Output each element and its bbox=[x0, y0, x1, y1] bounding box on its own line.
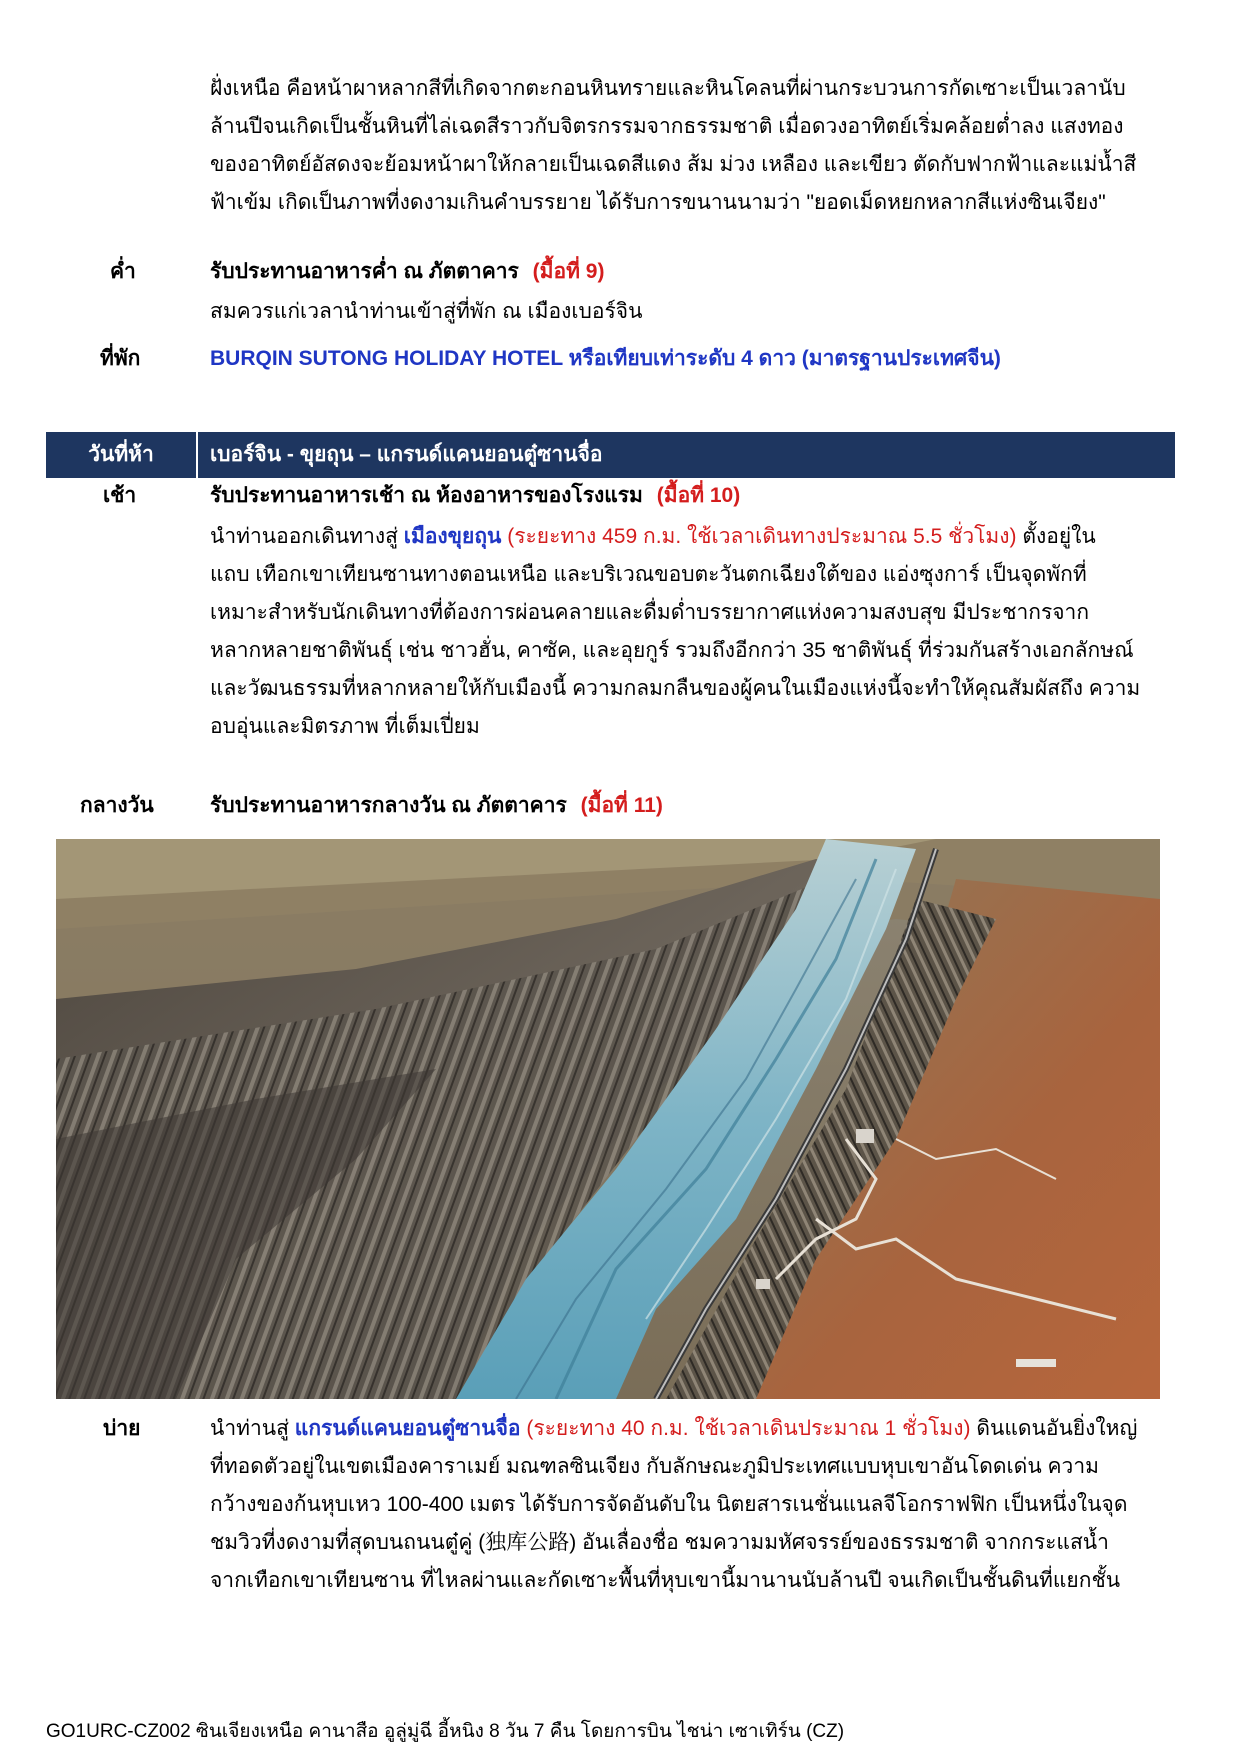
paragraph-line: จากเทือกเขาเทียนซาน ที่ไหลผ่านและกัดเซาะพื้นที่หุบเขานี้มานานนับล้านปี จนเกิดเป็นชั้นดินที่แยกชั้น bbox=[210, 1569, 1121, 1592]
paragraph-line bbox=[210, 518, 1165, 556]
day-number: วันที่ห้า bbox=[88, 443, 154, 466]
canyon-distance: (ระยะทาง 40 ก.ม. ใช้เวลาเดินประมาณ 1 ชั่วโมง) bbox=[520, 1417, 971, 1440]
paragraph-line: เหมาะสำหรับนักเดินทางที่ต้องการผ่อนคลายและดื่มด่ำบรรยากาศแห่งความสงบสุข มีประชากรจาก bbox=[210, 601, 1090, 624]
paragraph-line: ล้านปีจนเกิดเป็นชั้นหินที่ไล่เฉดสีราวกับจิตรกรรมจากธรรมชาติ เมื่อดวงอาทิตย์เริ่มคล้อยต่ำลง แสงทอง bbox=[210, 115, 1124, 138]
dinner-label: ค่ำ bbox=[110, 260, 136, 283]
canyon-intro-end: ดินแดนอันยิ่งใหญ่ bbox=[970, 1417, 1138, 1440]
lunch-line bbox=[210, 787, 663, 825]
kuitun-intro-end: ตั้งอยู่ใน bbox=[1016, 525, 1096, 548]
breakfast-label: เช้า bbox=[103, 484, 137, 507]
paragraph-line: ฝั่งเหนือ คือหน้าผาหลากสีที่เกิดจากตะกอนหินทรายและหินโคลนที่ผ่านกระบวนการกัดเซาะเป็นเวลานับ bbox=[210, 77, 1126, 100]
hotel-rating: หรือเทียบเท่าระดับ 4 ดาว (มาตรฐานประเทศจีน) bbox=[568, 347, 1001, 370]
day-route: เบอร์จิน - ขุยถุน – แกรนด์แคนยอนตู๋ซานจื่อ bbox=[210, 443, 603, 466]
kuitun-distance: (ระยะทาง 459 ก.ม. ใช้เวลาเดินทางประมาณ 5.5 ชั่วโมง) bbox=[501, 525, 1017, 548]
paragraph-line: ที่ทอดตัวอยู่ในเขตเมืองคาราเมย์ มณฑลซินเจียง กับลักษณะภูมิประเทศแบบหุบเขาอันโดดเด่น ความ bbox=[210, 1455, 1099, 1478]
paragraph-line: หลากหลายชาติพันธุ์ เช่น ชาวฮั่น, คาซัค, และอุยกูร์ รวมถึงอีกกว่า 35 ชาติพันธุ์ ที่ร่วมกันสร้างเอกลักษณ์ bbox=[210, 639, 1134, 662]
canyon-place: แกรนด์แคนยอนตู๋ซานจื่อ bbox=[294, 1417, 521, 1440]
breakfast-line bbox=[210, 477, 740, 515]
header-divider bbox=[196, 432, 198, 478]
kuitun-intro: นำท่านออกเดินทางสู่ bbox=[210, 525, 404, 548]
dinner-line bbox=[210, 253, 604, 291]
canyon-intro: นำท่านสู่ bbox=[210, 1417, 295, 1440]
paragraph-line: แถบ เทือกเขาเทียนซานทางตอนเหนือ และบริเวณขอบตะวันตกเฉียงใต้ของ แอ่งซุงการ์ เป็นจุดพักที่ bbox=[210, 563, 1087, 586]
breakfast-meal-badge: (มื้อที่ 10) bbox=[656, 484, 741, 507]
paragraph-line: อบอุ่นและมิตรภาพ ที่เต็มเปี่ยม bbox=[210, 715, 480, 738]
page-footer: GO1URC-CZ002 ซินเจียงเหนือ คานาสือ อูลู่มู่ฉี อี้หนิง 8 วัน 7 คืน โดยการบิน ไชน่า เซาเทิร์น (CZ) bbox=[46, 1721, 845, 1742]
lunch-text: รับประทานอาหารกลางวัน ณ ภัตตาคาร bbox=[210, 794, 567, 817]
dinner-note: สมควรแก่เวลานำท่านเข้าสู่ที่พัก ณ เมืองเบอร์จิน bbox=[210, 300, 643, 323]
paragraph-line: กว้างของก้นหุบเหว 100-400 เมตร ได้รับการจัดอันดับใน นิตยสารเนชั่นแนลจีโอกราฟฟิก เป็นหนึ่งในจุด bbox=[210, 1493, 1128, 1516]
breakfast-text: รับประทานอาหารเช้า ณ ห้องอาหารของโรงแรม bbox=[210, 484, 643, 507]
canyon-aerial-photo bbox=[56, 839, 1160, 1399]
paragraph-line: ชมวิวที่งดงามที่สุดบนถนนตู๋คู่ (独库公路) อันเลื่องชื่อ ชมความมหัศจรรย์ของธรรมชาติ จากกระแสน้ำ bbox=[210, 1531, 1109, 1554]
canyon-paragraph bbox=[210, 1410, 1165, 1600]
afternoon-label: บ่าย bbox=[103, 1417, 141, 1440]
lunch-label: กลางวัน bbox=[80, 794, 154, 817]
dinner-text: รับประทานอาหารค่ำ ณ ภัตตาคาร bbox=[210, 260, 519, 283]
hotel-label: ที่พัก bbox=[100, 347, 141, 370]
kuitun-place: เมืองขุยถุน bbox=[403, 525, 502, 548]
paragraph-line bbox=[210, 1410, 1165, 1448]
hotel-name: BURQIN SUTONG HOLIDAY HOTEL bbox=[210, 347, 563, 370]
kuitun-paragraph bbox=[210, 518, 1165, 746]
hotel-line bbox=[210, 340, 1001, 378]
dinner-meal-badge: (มื้อที่ 9) bbox=[532, 260, 605, 283]
lunch-meal-badge: (มื้อที่ 11) bbox=[580, 794, 663, 817]
paragraph-line: และวัฒนธรรมที่หลากหลายให้กับเมืองนี้ ความกลมกลืนของผู้คนในเมืองแห่งนี้จะทำให้คุณสัมผัสถึง ความ bbox=[210, 677, 1141, 700]
day-header-bar bbox=[46, 432, 1175, 478]
paragraph-line: ของอาทิตย์อัสดงจะย้อมหน้าผาให้กลายเป็นเฉดสีแดง ส้ม ม่วง เหลือง และเขียว ตัดกับฟากฟ้าและแม่น้ำสี bbox=[210, 153, 1137, 176]
paragraph-line: ฟ้าเข้ม เกิดเป็นภาพที่งดงามเกินคำบรรยาย ได้รับการขนานนามว่า "ยอดเม็ดหยกหลากสีแห่งซินเจียง" bbox=[210, 191, 1106, 214]
cliff-description-paragraph bbox=[210, 70, 1165, 222]
